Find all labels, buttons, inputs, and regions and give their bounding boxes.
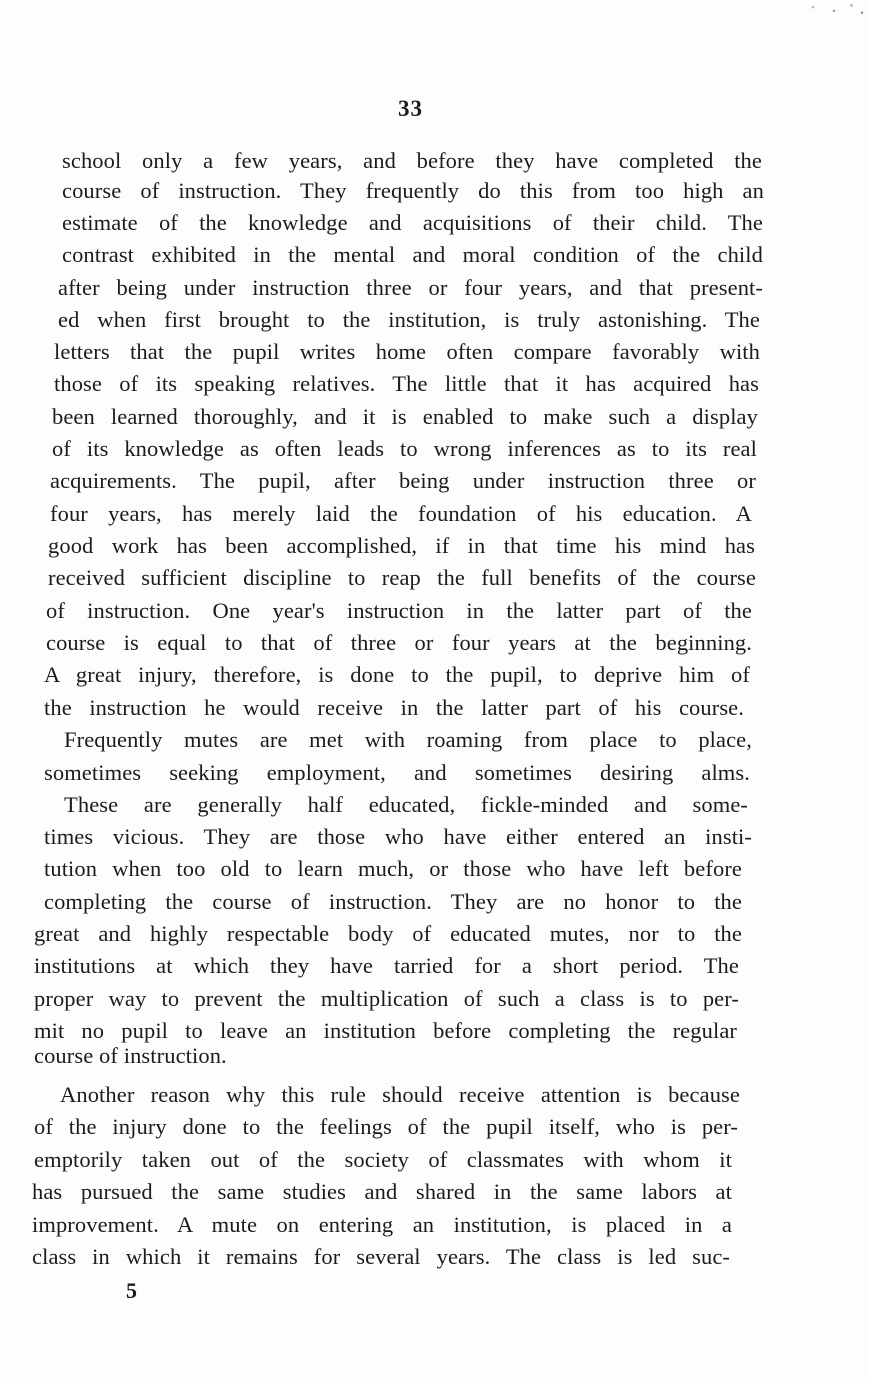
text-line: mit no pupil to leave an institution before completing the regular [34,1018,737,1043]
text-line: course is equal to that of three or four years at the beginning. [46,630,752,655]
text-line: been learned thoroughly, and it is enabled to make such a display [52,404,758,429]
text-line: These are generally half educated, fickle-minded and some- [64,792,748,817]
text-line: acquirements. The pupil, after being under instruction three or [50,468,756,493]
text-line: has pursued the same studies and shared in the same labors at [32,1179,732,1204]
text-line: the instruction he would receive in the latter part of his course. [44,695,744,720]
text-line: great and highly respectable body of educated mutes, nor to the [34,921,742,946]
text-line: completing the course of instruction. They are no honor to the [44,889,742,914]
text-line: proper way to prevent the multiplication of such a class is to per- [34,986,739,1011]
text-line: those of its speaking relatives. The little that it has acquired has [54,371,759,396]
text-line: Another reason why this rule should receive attention is because [60,1082,740,1107]
text-line: Frequently mutes are met with roaming from place to place, [64,727,752,752]
text-line: course of instruction. They frequently do this from too high an [62,178,764,203]
text-line: sometimes seeking employment, and sometimes desiring alms. [44,760,750,785]
text-line: improvement. A mute on entering an institution, is placed in a [32,1212,732,1237]
text-line: of instruction. One year's instruction in the latter part of the [46,598,752,623]
text-line: estimate of the knowledge and acquisitions of their child. The [62,210,763,235]
page-number: 33 [398,96,423,121]
text-line: class in which it remains for several years. The class is led suc- [32,1244,730,1269]
text-line: contrast exhibited in the mental and moral condition of the child [62,242,763,267]
text-line: good work has been accomplished, if in that time his mind has [48,533,755,558]
text-line: of its knowledge as often leads to wrong inferences as to its real [52,436,757,461]
text-line: of the injury done to the feelings of the pupil itself, who is per- [34,1114,738,1139]
text-line: ed when first brought to the institution, is truly astonishing. The [58,307,760,332]
text-line: times vicious. They are those who have either entered an insti- [44,824,752,849]
text-line: received sufficient discipline to reap the full benefits of the course [48,565,756,590]
text-line: tution when too old to learn much, or those who have left before [44,856,742,881]
text-line: course of instruction. [34,1043,227,1068]
text-line: after being under instruction three or four years, and that present- [58,275,763,300]
signature-mark: 5 [126,1278,137,1303]
text-line: A great injury, therefore, is done to the pupil, to deprive him of [44,662,750,687]
text-line: letters that the pupil writes home often compare favorably with [54,339,760,364]
text-line: emptorily taken out of the society of classmates with whom it [34,1147,732,1172]
text-line: institutions at which they have tarried for a short period. The [34,953,739,978]
text-line: four years, has merely laid the foundation of his education. A [50,501,752,526]
text-line: school only a few years, and before they have completed the [62,148,762,173]
